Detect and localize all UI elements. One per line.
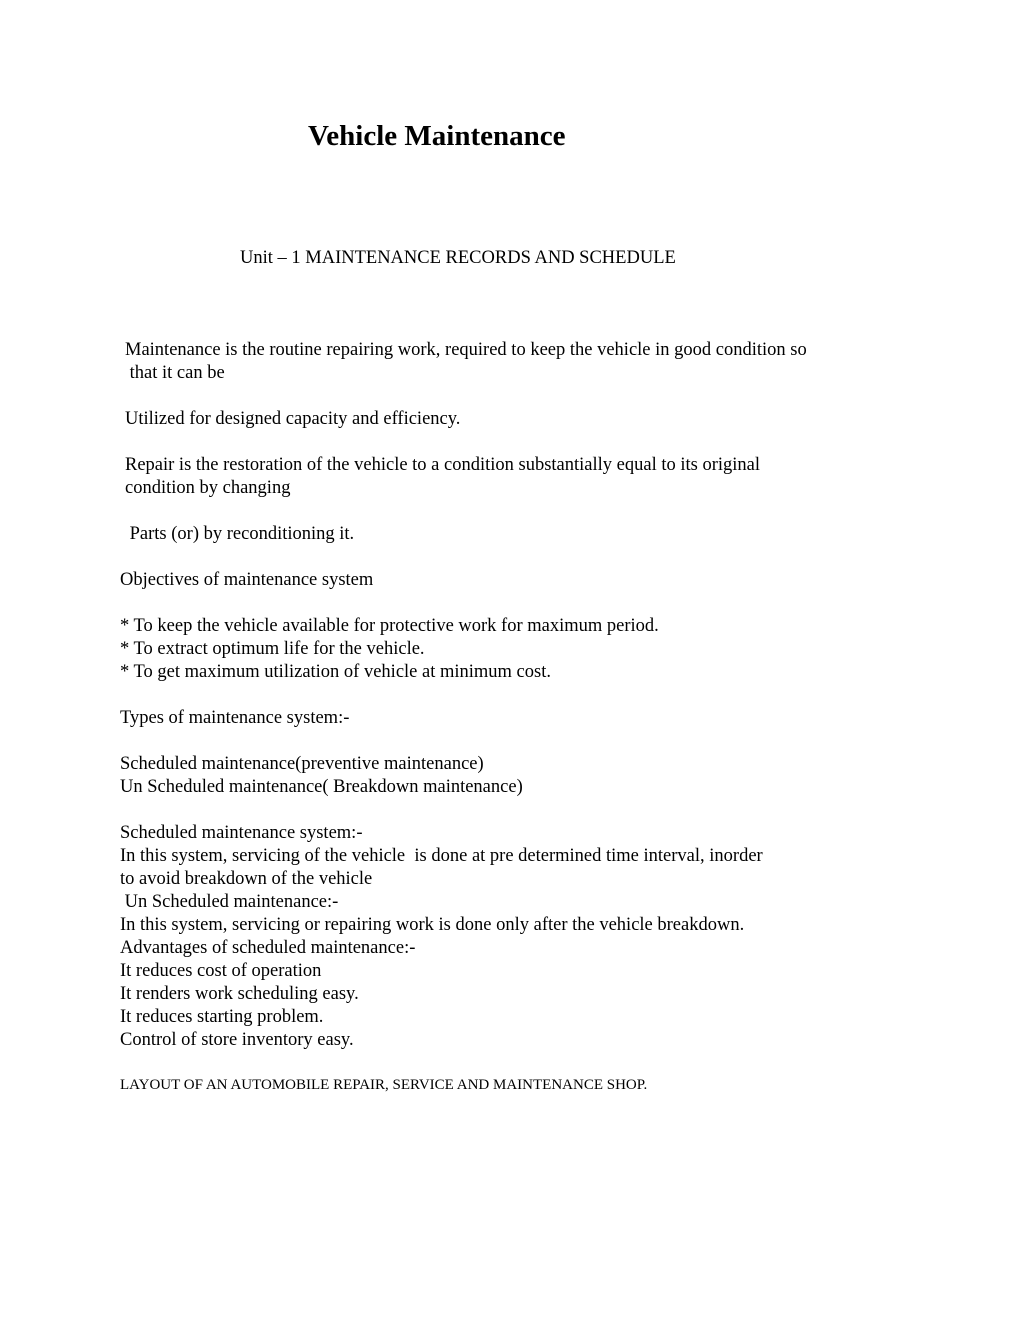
type-item: Scheduled maintenance(preventive maintenance) bbox=[120, 754, 484, 774]
detail-line: to avoid breakdown of the vehicle bbox=[120, 869, 373, 889]
detail-line: Control of store inventory easy. bbox=[120, 1030, 354, 1050]
paragraph-line: that it can be bbox=[125, 363, 225, 383]
type-item: Un Scheduled maintenance( Breakdown maintenance) bbox=[120, 777, 523, 797]
types-heading: Types of maintenance system:- bbox=[120, 708, 350, 728]
paragraph-line: Maintenance is the routine repairing work, required to keep the vehicle in good condition so bbox=[125, 340, 807, 360]
detail-line: It renders work scheduling easy. bbox=[120, 984, 359, 1004]
paragraph-line: condition by changing bbox=[125, 478, 291, 498]
document-title: Vehicle Maintenance bbox=[308, 120, 566, 152]
detail-line: Advantages of scheduled maintenance:- bbox=[120, 938, 416, 958]
detail-line: Scheduled maintenance system:- bbox=[120, 823, 363, 843]
paragraph-line: Parts (or) by reconditioning it. bbox=[125, 524, 355, 544]
layout-heading: LAYOUT OF AN AUTOMOBILE REPAIR, SERVICE AND MAINTENANCE SHOP. bbox=[120, 1077, 648, 1093]
detail-line: In this system, servicing of the vehicle is done at pre determined time interval, inorder bbox=[120, 846, 763, 866]
objective-item: * To extract optimum life for the vehicle. bbox=[120, 639, 425, 659]
objective-item: * To get maximum utilization of vehicle at minimum cost. bbox=[120, 662, 551, 682]
paragraph-line: Repair is the restoration of the vehicle to a condition substantially equal to its original bbox=[125, 455, 761, 475]
detail-line: It reduces starting problem. bbox=[120, 1007, 324, 1027]
paragraph-line: Utilized for designed capacity and efficiency. bbox=[125, 409, 461, 429]
objective-item: * To keep the vehicle available for protective work for maximum period. bbox=[120, 616, 659, 636]
unit-heading: Unit – 1 MAINTENANCE RECORDS AND SCHEDULE bbox=[240, 248, 676, 268]
detail-line: It reduces cost of operation bbox=[120, 961, 322, 981]
detail-line: Un Scheduled maintenance:- bbox=[120, 892, 339, 912]
objectives-heading: Objectives of maintenance system bbox=[120, 570, 374, 590]
detail-line: In this system, servicing or repairing work is done only after the vehicle breakdown. bbox=[120, 915, 745, 935]
